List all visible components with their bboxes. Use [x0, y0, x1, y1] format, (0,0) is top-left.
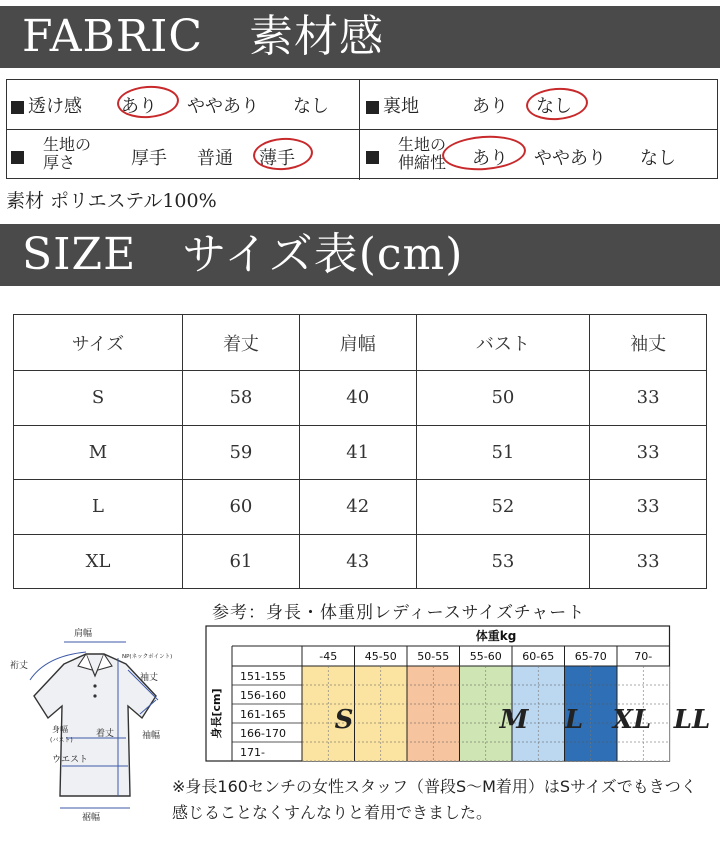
table-cell: 59 — [183, 425, 300, 480]
size-letter-XL: XL — [612, 705, 652, 735]
lining-label: 裏地 — [383, 96, 419, 117]
size-letter-S: S — [334, 705, 354, 735]
height-range-label: 156-160 — [240, 689, 286, 702]
table-cell: 33 — [590, 371, 707, 426]
header-sleeve: 袖丈 — [590, 315, 707, 371]
stretch-cell — [360, 130, 717, 180]
lining-cell — [360, 80, 717, 129]
stretch-selected-circle — [441, 133, 527, 173]
size-letter-LL: LL — [673, 705, 711, 735]
table-cell: S — [14, 371, 183, 426]
bust-label: 身幅 — [52, 725, 68, 734]
size-banner — [0, 224, 720, 286]
table-cell: 50 — [416, 371, 590, 426]
thickness-option-normal: 普通 — [197, 148, 233, 169]
size-chart-caption: 参考：身長・体重別レディースサイズチャート — [212, 603, 586, 623]
weight-range-label: 60-65 — [522, 650, 555, 663]
size-letter-L: L — [564, 705, 584, 735]
size-chart — [206, 626, 711, 762]
waist-label: ウエスト — [52, 755, 89, 765]
weight-range-label: 65-70 — [574, 650, 607, 663]
table-cell: 33 — [590, 480, 707, 535]
length-label: 着丈 — [96, 729, 115, 739]
bust-sub-label: (バスト) — [50, 737, 73, 744]
sheer-label: 透け感 — [28, 96, 82, 117]
weight-header: 体重kg — [475, 629, 517, 643]
table-cell: 60 — [183, 480, 300, 535]
size-table-header-row — [14, 315, 707, 371]
table-cell: M — [14, 425, 183, 480]
square-bullet-icon — [11, 101, 24, 114]
thickness-label-line2: 厚さ — [43, 153, 76, 172]
shoulder-label: 肩幅 — [74, 629, 93, 639]
height-range-label: 166-170 — [240, 727, 286, 740]
lining-option-yes: あり — [472, 96, 508, 117]
weight-range-label: 45-50 — [364, 650, 397, 663]
square-bullet-icon — [11, 151, 24, 164]
table-row — [14, 480, 707, 535]
thickness-cell — [7, 130, 360, 180]
fabric-banner — [0, 6, 720, 68]
table-cell: L — [14, 480, 183, 535]
lining-option-no: なし — [536, 96, 572, 117]
table-cell: 52 — [416, 480, 590, 535]
thickness-option-thin: 薄手 — [259, 148, 295, 169]
table-cell: 61 — [183, 534, 300, 589]
staff-note: ※身長160センチの女性スタッフ（普段S～M着用）はSサイズでもきつく感じることなくすんなりと着用できました。 — [172, 777, 697, 822]
header-bust: バスト — [416, 315, 590, 371]
stretch-option-yes: あり — [472, 148, 508, 169]
table-cell: XL — [14, 534, 183, 589]
table-cell: 53 — [416, 534, 590, 589]
material-text: 素材 ポリエステル100% — [6, 190, 217, 212]
height-range-label: 161-165 — [240, 708, 286, 721]
square-bullet-icon — [366, 101, 379, 114]
sheer-option-no: なし — [293, 96, 329, 117]
stretch-label-line2: 伸縮性 — [398, 153, 447, 172]
height-range-label: 151-155 — [240, 670, 286, 683]
sleeve-length-label: 袖丈 — [140, 673, 159, 683]
table-cell: 58 — [183, 371, 300, 426]
table-cell: 33 — [590, 534, 707, 589]
size-title-ja: サイズ表(cm) — [182, 229, 464, 280]
weight-range-label: 70- — [634, 650, 653, 663]
header-length: 着丈 — [183, 315, 300, 371]
sheer-selected-circle — [116, 84, 180, 120]
sheer-option-yes: あり — [121, 96, 157, 117]
table-cell: 42 — [299, 480, 416, 535]
stretch-label-line1: 生地の — [398, 135, 447, 154]
cuff-label: 袖幅 — [142, 731, 161, 741]
table-row — [14, 371, 707, 426]
thickness-option-thick: 厚手 — [131, 148, 167, 169]
garment-measurement-diagram — [6, 620, 196, 854]
table-cell: 41 — [299, 425, 416, 480]
button-icon — [93, 684, 96, 687]
stretch-option-slight: ややあり — [534, 148, 606, 169]
button-icon — [93, 694, 96, 697]
thickness-selected-circle — [252, 136, 314, 172]
fabric-title-ja: 素材感 — [249, 11, 384, 62]
neck-point-label: NP(ネックポイント) — [122, 654, 173, 660]
table-cell: 43 — [299, 534, 416, 589]
thickness-label-line1: 生地の — [43, 135, 92, 154]
header-size: サイズ — [14, 315, 183, 371]
lining-selected-circle — [525, 86, 589, 122]
size-table — [13, 314, 707, 589]
table-row — [14, 534, 707, 589]
fabric-title-en: FABRIC — [22, 11, 203, 62]
weight-range-label: -45 — [319, 650, 338, 663]
height-header: 身長[cm] — [210, 688, 223, 739]
size-letter-M: M — [499, 705, 529, 735]
height-range-label: 171- — [240, 746, 265, 759]
table-cell: 33 — [590, 425, 707, 480]
table-cell: 51 — [416, 425, 590, 480]
square-bullet-icon — [366, 151, 379, 164]
weight-range-label: 55-60 — [469, 650, 502, 663]
hem-label: 裾幅 — [82, 813, 101, 823]
size-title-en: SIZE — [22, 229, 137, 280]
sheer-cell — [7, 80, 360, 129]
sleeve-total-label: 裄丈 — [10, 661, 29, 671]
table-row — [14, 425, 707, 480]
table-cell: 40 — [299, 371, 416, 426]
header-shoulder: 肩幅 — [299, 315, 416, 371]
sheer-option-slight: ややあり — [187, 96, 259, 117]
weight-range-label: 50-55 — [417, 650, 450, 663]
stretch-option-no: なし — [640, 148, 676, 169]
fabric-properties-table — [6, 79, 718, 179]
